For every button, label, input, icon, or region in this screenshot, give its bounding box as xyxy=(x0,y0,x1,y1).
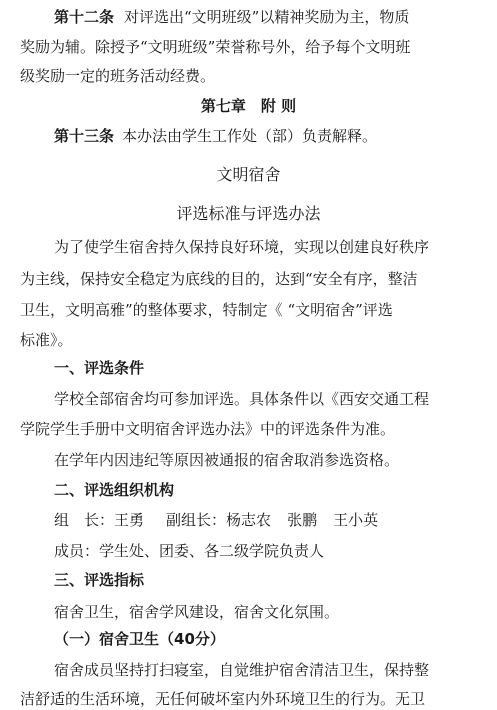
deputy-name-2: 张鹏 xyxy=(287,511,318,529)
article-12-line-1 xyxy=(0,2,497,32)
section-3-heading: 三、评选指标 xyxy=(54,571,145,589)
section-1-line-3: 在学年内因违纪等原因被通报的宿舍取消参选资格。 xyxy=(54,451,400,469)
section-1-line-2: 学院学生手册中文明宿舍评选办法》中的评选条件为准。 xyxy=(20,420,396,438)
article-12-line-3: 级奖励一定的班务活动经费。 xyxy=(20,67,216,85)
members-text: 学生处、团委、各二级学院负责人 xyxy=(99,542,325,560)
subsection-1-line-1: 宿舍成员坚持打扫寝室，自觉维护宿舍清洁卫生，保持整 xyxy=(54,661,430,679)
members-label: 成员： xyxy=(54,542,100,560)
deputy-name-3: 王小英 xyxy=(333,511,379,529)
leader-label: 组 长： xyxy=(54,511,115,529)
subsection-1-line-2: 洁舒适的生活环境，无任何破坏室内外环境卫生的行为。无卫 xyxy=(20,690,426,708)
section-2-heading: 二、评选组织机构 xyxy=(54,481,175,499)
article-13-text: 本办法由学生工作处（部）负责解释。 xyxy=(122,127,378,145)
committee-leaders-line xyxy=(0,505,497,535)
deputy-name-1: 杨志农 xyxy=(226,511,272,529)
document-subtitle: 评选标准与评选办法 xyxy=(176,204,321,223)
article-13-line xyxy=(0,121,497,151)
article-13-label: 第十三条 xyxy=(54,127,115,145)
subsection-1-heading: （一）宿舍卫生（40分） xyxy=(54,630,225,648)
deputy-label: 副组长： xyxy=(166,511,227,529)
intro-line-1: 为了使学生宿舍持久保持良好环境，实现以创建良好秩序 xyxy=(54,238,430,256)
article-12-line-2: 奖励为辅。除授予“文明班级”荣誉称号外，给予每个文明班 xyxy=(20,38,411,56)
intro-line-2: 为主线，保持安全稳定为底线的目的，达到“安全有序，整洁 xyxy=(20,270,418,288)
chapter-7-heading: 第七章 附 则 xyxy=(200,97,297,115)
intro-line-4: 标准》。 xyxy=(20,331,73,349)
leader-name: 王勇 xyxy=(114,511,145,529)
section-1-heading: 一、评选条件 xyxy=(54,359,145,377)
intro-line-3: 卫生，文明高雅”的整体要求，特制定《 “文明宿舍”评选 xyxy=(20,301,393,319)
article-12-label: 第十二条 xyxy=(54,8,115,26)
article-12-text-1: 对评选出“文明班级”以精神奖励为主，物质 xyxy=(124,8,410,26)
document-title: 文明宿舍 xyxy=(216,165,281,184)
section-3-line-1: 宿舍卫生，宿舍学风建设，宿舍文化氛围。 xyxy=(54,603,340,621)
section-1-line-1: 学校全部宿舍均可参加评选。具体条件以《西安交通工程 xyxy=(54,390,430,408)
committee-members-line xyxy=(0,536,497,566)
